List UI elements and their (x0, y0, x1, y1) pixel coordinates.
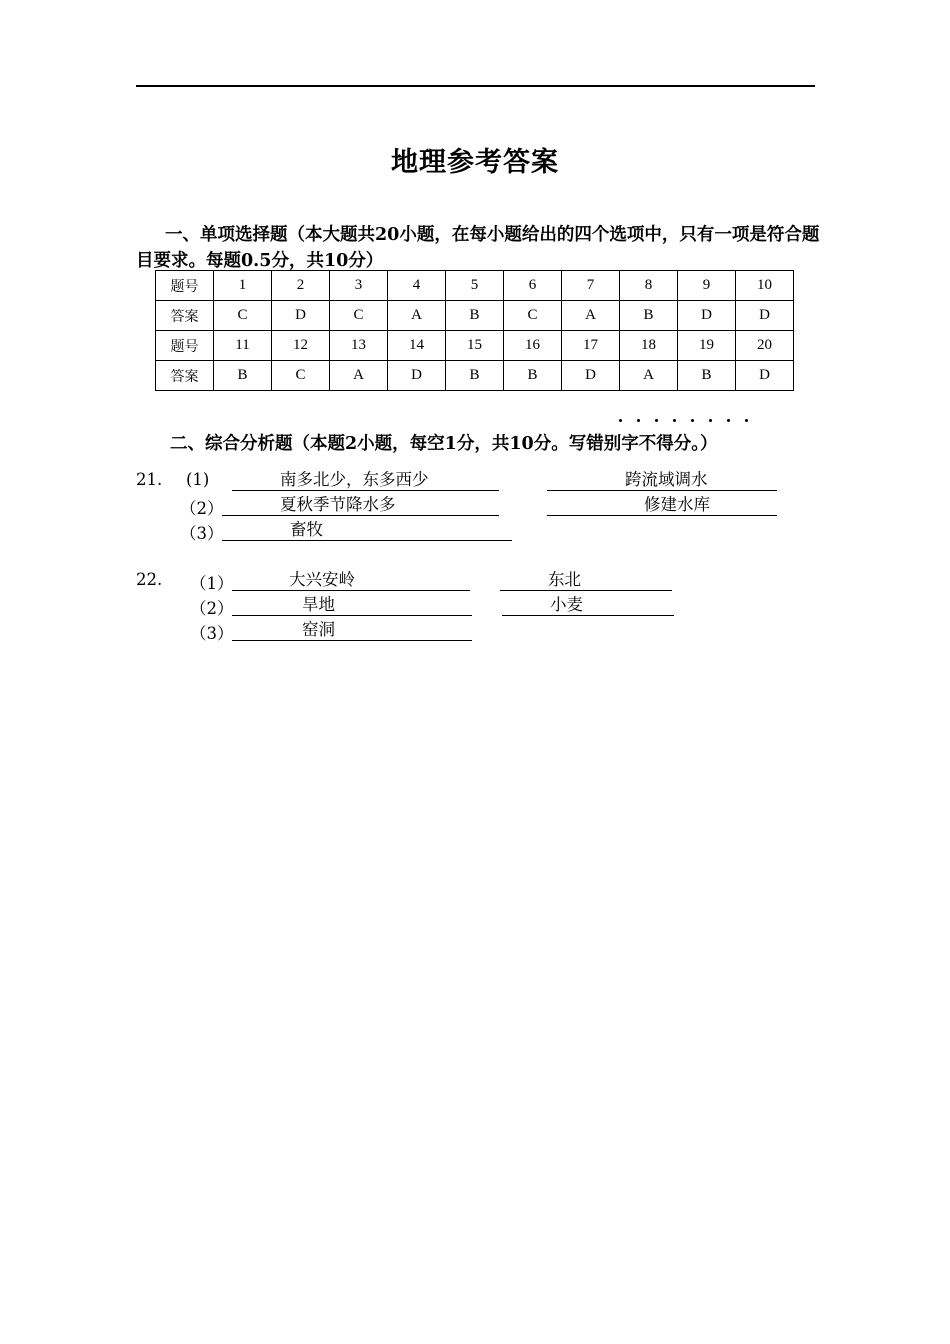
answer-blank (232, 470, 499, 491)
table-cell: B (446, 361, 504, 391)
q21-label-1: (1) (186, 470, 210, 489)
q21-number: 21. (136, 470, 163, 489)
table-cell: 20 (736, 331, 794, 361)
q21-label-3: （3） (180, 524, 224, 543)
table-cell: D (678, 301, 736, 331)
section1-heading: 一、单项选择题（本大题共20小题，在每小题给出的四个选项中，只有一项是符合题目要求。每题0.5分，共10分） (136, 225, 820, 271)
table-cell: 2 (272, 271, 330, 301)
table-cell: B (446, 301, 504, 331)
table-cell: D (562, 361, 620, 391)
section2-heading: 二、综合分析题（本题2小题，每空1分，共10分。写错别字不得分。） (170, 434, 718, 454)
table-cell: 6 (504, 271, 562, 301)
table-cell: 答案 (156, 361, 214, 391)
table-row (156, 331, 794, 361)
answer-text: 旱地 (302, 595, 335, 614)
table-cell: D (272, 301, 330, 331)
answer-table (155, 270, 794, 391)
answer-blank (232, 570, 470, 591)
answer-text: 窑洞 (302, 620, 335, 639)
table-cell: 13 (330, 331, 388, 361)
table-cell: 答案 (156, 301, 214, 331)
q22-label-3: （3） (190, 624, 234, 643)
table-cell: C (504, 301, 562, 331)
table-cell: D (736, 361, 794, 391)
table-cell: B (504, 361, 562, 391)
table-row (156, 361, 794, 391)
table-cell: 10 (736, 271, 794, 301)
answer-text: 大兴安岭 (289, 570, 355, 589)
table-cell: 5 (446, 271, 504, 301)
table-cell: C (214, 301, 272, 331)
table-cell: 18 (620, 331, 678, 361)
table-cell: 12 (272, 331, 330, 361)
header-rule (136, 85, 815, 87)
table-cell: B (620, 301, 678, 331)
table-cell: A (330, 361, 388, 391)
table-cell: A (620, 361, 678, 391)
answer-blank (222, 520, 512, 541)
table-cell: D (736, 301, 794, 331)
answer-blank (232, 620, 472, 641)
table-cell: B (678, 361, 736, 391)
table-cell: 9 (678, 271, 736, 301)
table-cell: 7 (562, 271, 620, 301)
table-cell: C (272, 361, 330, 391)
table-cell: 8 (620, 271, 678, 301)
table-cell: 11 (214, 331, 272, 361)
answer-blank (502, 595, 674, 616)
table-cell: 14 (388, 331, 446, 361)
answer-text: 修建水库 (644, 495, 710, 514)
table-cell: A (388, 301, 446, 331)
q22-number: 22. (136, 570, 163, 589)
answer-blank (232, 595, 472, 616)
table-cell: D (388, 361, 446, 391)
table-cell: 4 (388, 271, 446, 301)
table-cell: 17 (562, 331, 620, 361)
table-cell: 题号 (156, 331, 214, 361)
answer-text: 小麦 (550, 595, 583, 614)
table-cell: A (562, 301, 620, 331)
q21-label-2: （2） (180, 499, 224, 518)
table-cell: 1 (214, 271, 272, 301)
table-cell: C (330, 301, 388, 331)
table-cell: 19 (678, 331, 736, 361)
answer-text: 跨流域调水 (625, 470, 708, 489)
table-cell: 3 (330, 271, 388, 301)
emphasis-dots (611, 419, 761, 427)
answer-text: 夏秋季节降水多 (280, 495, 396, 514)
answer-blank (222, 495, 499, 516)
q22-label-2: （2） (190, 599, 234, 618)
table-cell: 15 (446, 331, 504, 361)
table-cell: 16 (504, 331, 562, 361)
answer-blank (547, 495, 777, 516)
table-row (156, 271, 794, 301)
answer-text: 畜牧 (290, 520, 323, 539)
table-row (156, 301, 794, 331)
answer-blank (500, 570, 672, 591)
answer-blank (547, 470, 777, 491)
table-cell: B (214, 361, 272, 391)
answer-text: 东北 (548, 570, 581, 589)
answer-text: 南多北少，东多西少 (280, 470, 429, 489)
page-title: 地理参考答案 (391, 147, 559, 178)
q22-label-1: （1） (190, 574, 234, 593)
table-cell: 题号 (156, 271, 214, 301)
